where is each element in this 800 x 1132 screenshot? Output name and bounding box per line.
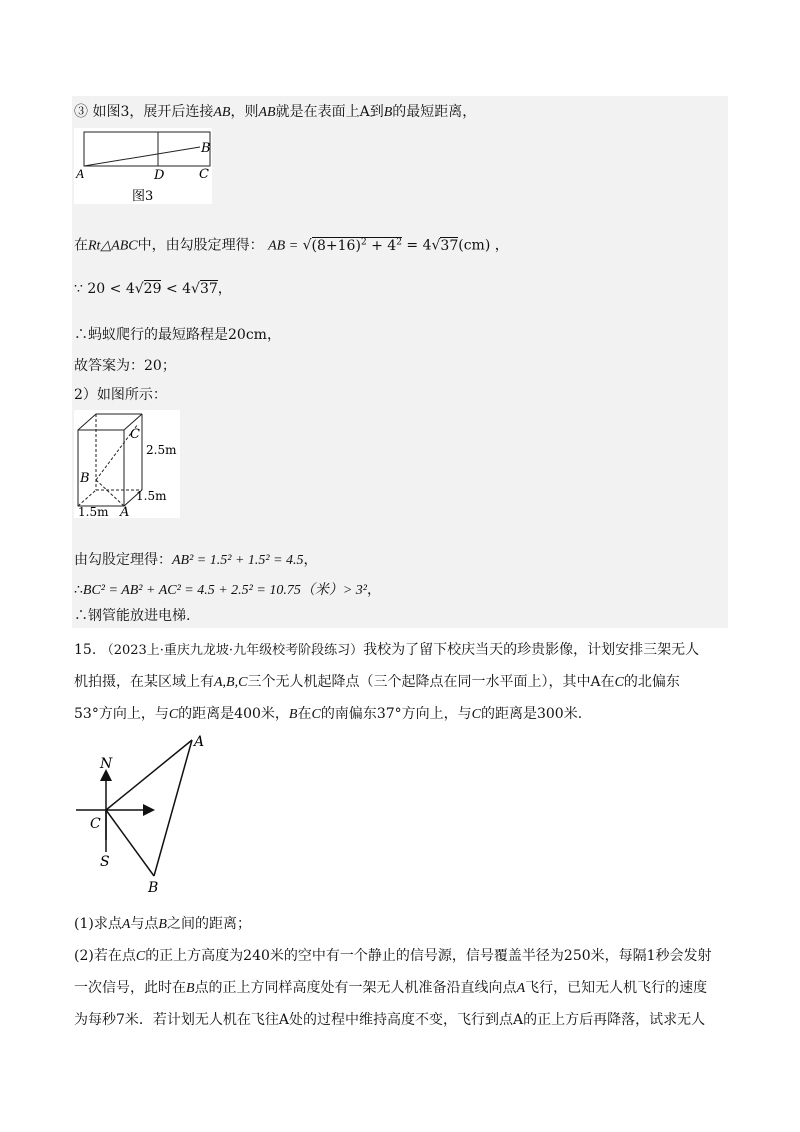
solution-line-6: 2）如图所示： — [74, 387, 167, 403]
fig3-caption: 图3 — [132, 189, 154, 204]
fig15-label-s: S — [100, 854, 110, 870]
solution-line-2: 在Rt△ABC中，由勾股定理得： AB = $√(8+16)^2 + 4^2 = 4√37(cm)$ ， — [74, 237, 509, 254]
problem-15-line-1: 15. （2023上·重庆九龙坡·九年级校考阶段练习）我校为了留下校庆当天的珍贵影像，计划安排三架无人 — [74, 642, 700, 658]
box-height-label: 2.5m — [146, 443, 177, 457]
direction-diagram — [70, 728, 220, 898]
solution-line-4: ∴蚂蚁爬行的最短路程是20cm， — [74, 327, 281, 343]
elevator-box-figure — [74, 410, 180, 518]
problem-15-line-2: 机拍摄，在某区域上有A,B,C三个无人机起降点（三个起降点在同一水平面上），其中A在C的北偏东 — [74, 674, 680, 690]
solution-line-5: 故答案为：20； — [74, 358, 176, 374]
solution-line-1: ③ 如图3，展开后连接AB，则AB就是在表面上A到B的最短距离， — [74, 104, 477, 120]
solution-line-8: ∴BC² = AB² + AC² = 4.5 + 2.5² = 10.75（米）> 3²， — [74, 582, 381, 598]
problem-15-figure — [70, 728, 220, 898]
question-2-line-2: 一次信号，此时在B点的正上方同样高度处有一架无人机准备沿直线向点A飞行，已知无人机飞行的速度 — [74, 980, 708, 996]
problem-15-line-3: 53°方向上，与C的距离是400米，B在C的南偏东37°方向上，与C的距离是300米. — [74, 706, 583, 722]
box-label-b: B — [80, 471, 90, 486]
fig15-label-n: N — [100, 756, 113, 772]
elevator-box-diagram — [74, 410, 180, 518]
fig3-label-b: B — [201, 141, 211, 156]
fig15-label-b: B — [148, 880, 159, 896]
fig15-label-c: C — [90, 816, 101, 832]
question-1: (1)求点A与点B之间的距离； — [74, 916, 251, 932]
fig3-label-c: C — [199, 167, 209, 182]
sqrt-expression: $√(8+16)^2 + 4^2$ — [302, 237, 402, 254]
question-2-line-3: 为每秒7米．若计划无人机在飞往A处的过程中维持高度不变，飞行到点A的正上方后再降落，试求无人 — [74, 1012, 706, 1028]
fig3-label-d: D — [154, 168, 165, 183]
solution-line-7: 由勾股定理得：AB² = 1.5² + 1.5² = 4.5， — [74, 552, 318, 568]
figure-3-diagram — [74, 128, 212, 204]
problem-number: 15. — [74, 642, 97, 658]
box-label-a: A — [120, 505, 130, 518]
box-width-label: 1.5m — [78, 505, 109, 518]
box-label-c: C — [130, 427, 140, 442]
solution-line-9: ∴钢管能放进电梯. — [74, 608, 191, 624]
box-depth-label: 1.5m — [136, 489, 167, 503]
figure-3 — [74, 128, 212, 204]
problem-source: （2023上·重庆九龙坡·九年级校考阶段练习） — [100, 643, 364, 658]
fig15-label-a: A — [194, 734, 205, 750]
fig3-label-a: A — [76, 166, 84, 181]
question-2-line-1: (2)若在点C的正上方高度为240米的空中有一个静止的信号源，信号覆盖半径为250米，每隔1秒会发射 — [74, 948, 712, 964]
solution-line-3: ∵ 20 < 4√29 < 4√37， — [74, 281, 232, 297]
